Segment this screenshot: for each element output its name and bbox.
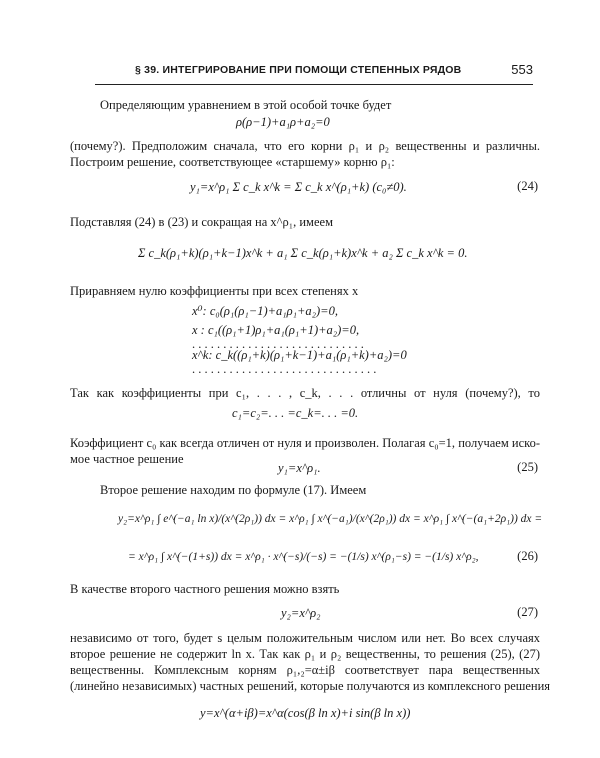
substituted-equation: Σ c_k(ρ₁+k)(ρ₁+k−1)x^k + a₁ Σ c_k(ρ₁+k)x^k + a₂ Σ c_k x^k = 0.	[138, 246, 468, 260]
running-head: § 39. ИНТЕГРИРОВАНИЕ ПРИ ПОМОЩИ СТЕПЕННЫХ РЯДОВ	[135, 64, 462, 76]
equation-25: y₁=x^ρ₁.	[278, 461, 321, 475]
paragraph-second-solution: Второе решение находим по формуле (17). Имеем	[100, 483, 367, 497]
paragraph-final-line2: второе решение не содержит ln x. Так как ρ₁ и ρ₂ вещественны, то решения (25), (27)	[70, 647, 540, 661]
paragraph-c0-line2: мое частное решение	[70, 452, 184, 466]
equation-27-number: (27)	[517, 605, 538, 619]
equation-24: y₁=x^ρ₁ Σ c_k x^k = Σ c_k x^(ρ₁+k) (c₀≠0).	[190, 180, 407, 194]
paragraph-intro: Определяющим уравнением в этой особой точке будет	[100, 98, 392, 112]
system-line-xk: x^k: c_k((ρ₁+k)(ρ₁+k−1)+a₁(ρ₁+k)+a₂)=0	[192, 348, 407, 362]
paragraph-roots-line1: (почему?). Предположим сначала, что его корни ρ₁ и ρ₂ вещественны и различны.	[70, 139, 540, 153]
equation-24-number: (24)	[517, 179, 538, 193]
equation-26-line2: = x^ρ₁ ∫ x^(−(1+s)) dx = x^ρ₁ · x^(−s)/(−s) = −(1/s) x^(ρ₁−s) = −(1/s) x^ρ₂,	[128, 551, 479, 563]
equation-26-number: (26)	[517, 549, 538, 563]
paragraph-coefficients: Приравняем нулю коэффициенты при всех степенях x	[70, 284, 359, 298]
paragraph-final-line3: вещественны. Комплексным корням ρ₁,₂=α±iβ соответствует пара вещественных	[70, 663, 540, 677]
equation-27: y₂=x^ρ₂	[281, 606, 321, 620]
page-header	[95, 62, 533, 85]
paragraph-substitution: Подставляя (24) в (23) и сокращая на x^ρ₁, имеем	[70, 215, 333, 229]
complex-solution-equation: y=x^(α+iβ)=x^α(cos(β ln x)+i sin(β ln x))	[200, 706, 411, 720]
paragraph-take-second: В качестве второго частного решения можно взять	[70, 582, 340, 596]
page-number: 553	[511, 62, 533, 77]
equation-25-number: (25)	[517, 460, 538, 474]
paragraph-c0-line1: Коэффициент c₀ как всегда отличен от нуля и произволен. Полагая c₀=1, получаем иско-	[70, 436, 540, 450]
system-dots: . . . . . . . . . . . . . . . . . . . . . . . . . . . .	[192, 337, 364, 351]
equation-26-line1: y₂=x^ρ₁ ∫ e^(−a₁ ln x)/(x^(2ρ₁)) dx = x^ρ₁ ∫ x^(−a₁)/(x^(2ρ₁)) dx = x^ρ₁ ∫ x^(−(a₁+2ρ₁)) dx =	[118, 513, 543, 525]
paragraph-final-line1: независимо от того, будет s целым положительным числом или нет. Во всех случаях	[70, 631, 540, 645]
system-line-x0: x⁰: c₀(ρ₁(ρ₁−1)+a₁ρ₁+a₂)=0,	[192, 304, 338, 318]
system-dots-2: . . . . . . . . . . . . . . . . . . . . . . . . . . . . . .	[192, 362, 377, 376]
paragraph-nonzero: Так как коэффициенты при c₁, . . . , c_k, . . . отличны от нуля (почему?), то	[70, 386, 540, 400]
characteristic-equation: ρ(ρ−1)+a₁ρ+a₂=0	[236, 115, 330, 129]
equation-c-zero: c₁=c₂=. . . =c_k=. . . =0.	[232, 406, 359, 420]
system-line-x1: x : c₁((ρ₁+1)ρ₁+a₁(ρ₁+1)+a₂)=0,	[192, 323, 360, 337]
paragraph-roots-line2: Построим решение, соответствующее «старшему» корню ρ₁:	[70, 155, 395, 169]
paragraph-final-line4: (линейно независимых) частных решений, которые получаются из комплексного решения	[70, 679, 551, 693]
